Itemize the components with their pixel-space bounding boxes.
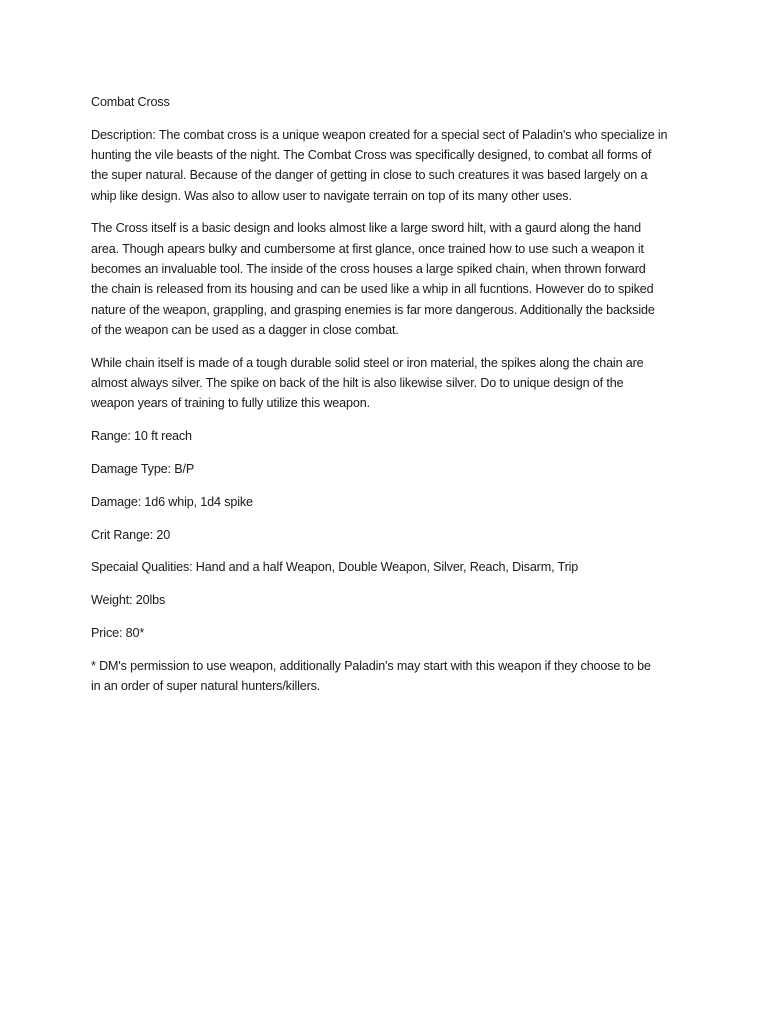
footnote [91, 656, 721, 697]
text-line: the super natural. Because of the danger of getting in close to such creatures it was based largely on a [91, 168, 648, 183]
special-qualities-stat [91, 557, 721, 577]
range-stat [91, 426, 721, 446]
weight-stat [91, 590, 721, 610]
text-line: * DM's permission to use weapon, additionally Paladin's may start with this weapon if they choose to be [91, 658, 651, 673]
description-paragraph [91, 125, 721, 206]
text-line: Description: The combat cross is a unique weapon created for a special sect of Paladin's who specialize in [91, 127, 668, 142]
text-line: the chain is released from its housing and can be used like a whip in all fucntions. However do to spiked [91, 282, 654, 297]
text-line: Damage Type: B/P [91, 461, 195, 476]
text-line: in an order of super natural hunters/killers. [91, 679, 321, 694]
text-line: area. Though apears bulky and cumbersome at first glance, once trained how to use such a weapon it [91, 241, 644, 256]
text-line: The Cross itself is a basic design and looks almost like a large sword hilt, with a gaurd along the hand [91, 221, 642, 236]
crit-range-stat [91, 525, 721, 545]
text-line: nature of the weapon, grappling, and grasping enemies is far more dangerous. Additionally the backside [91, 302, 655, 317]
text-line: becomes an invaluable tool. The inside of the cross houses a large spiked chain, when thrown forward [91, 262, 646, 277]
text-line: of the weapon can be used as a dagger in close combat. [91, 322, 399, 337]
text-line: almost always silver. The spike on back of the hilt is also likewise silver. Do to unique design of the [91, 376, 624, 391]
text-line: whip like design. Was also to allow user to navigate terrain on top of its many other uses. [91, 188, 572, 203]
text-line: hunting the vile beasts of the night. The Combat Cross was specifically designed, to combat all forms of [91, 148, 652, 163]
document-title: Combat Cross [91, 95, 170, 109]
text-line: Specaial Qualities: Hand and a half Weapon, Double Weapon, Silver, Reach, Disarm, Trip [91, 560, 579, 575]
document-page [91, 92, 721, 709]
text-line: Price: 80* [91, 625, 145, 640]
damage-type-stat [91, 459, 721, 479]
text-line: Weight: 20lbs [91, 593, 166, 608]
damage-stat [91, 492, 721, 512]
text-line: Range: 10 ft reach [91, 429, 192, 444]
price-stat [91, 623, 721, 643]
text-line: While chain itself is made of a tough durable solid steel or iron material, the spikes along the chain are [91, 355, 644, 370]
text-line: Crit Range: 20 [91, 527, 171, 542]
text-line: weapon years of training to fully utilize this weapon. [91, 396, 370, 411]
cross-design-paragraph [91, 218, 721, 340]
text-line: Damage: 1d6 whip, 1d4 spike [91, 494, 253, 509]
chain-material-paragraph [91, 353, 721, 414]
